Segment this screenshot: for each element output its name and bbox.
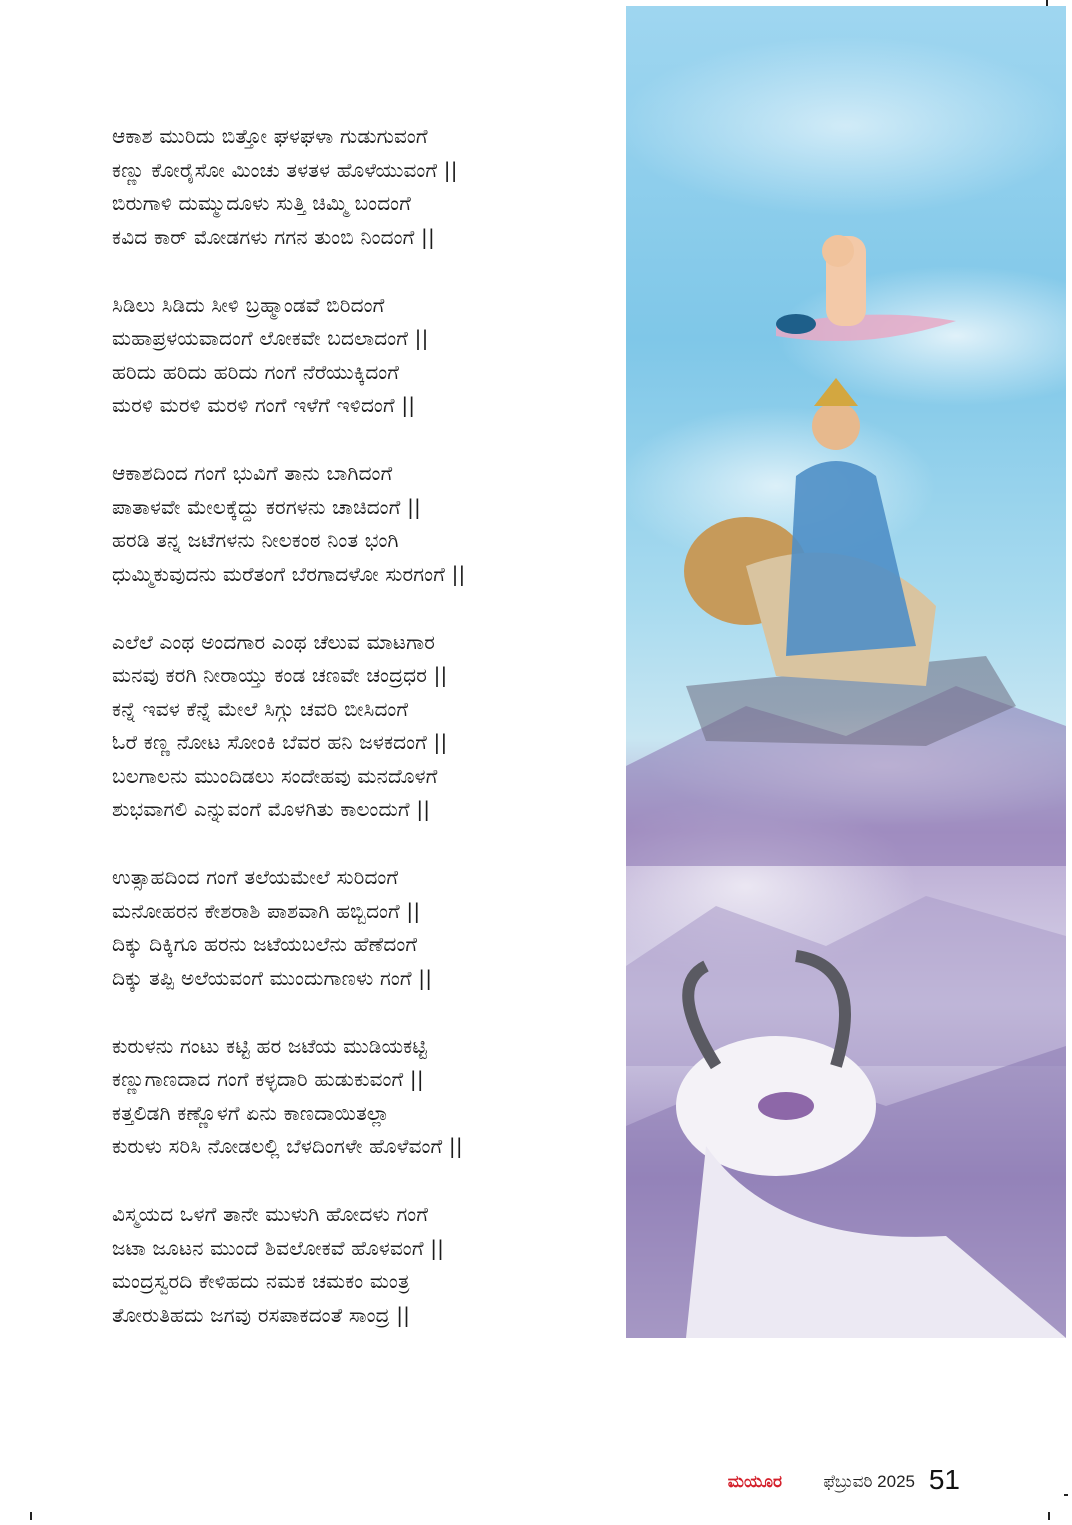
poem-line: ಆಕಾಶದಿಂದ ಗಂಗೆ ಭುವಿಗೆ ತಾನು ಬಾಗಿದಂಗೆ [112, 461, 393, 485]
poem-line: ಮಂದ್ರಸ್ವರದಿ ಕೇಳಿಹದು ನಮಕ ಚಮಕಂ ಮಂತ್ರ [112, 1269, 410, 1293]
poem-line: ಮನವು ಕರಗಿ ನೀರಾಯ್ತು ಕಂಡ ಚಣವೇ ಚಂದ್ರಧರ || [112, 663, 448, 687]
magazine-brand: ಮಯೂರ [727, 1472, 782, 1492]
stanza [112, 626, 612, 827]
poem-line: ಕವಿದ ಕಾರ್ ಮೋಡಗಳು ಗಗನ ತುಂಬಿ ನಿಂದಂಗೆ || [112, 224, 435, 249]
stanza [112, 861, 612, 995]
poem-line: ದಿಕ್ಕು ತಪ್ಪಿ ಅಲೆಯವಂಗೆ ಮುಂದುಗಾಣಳು ಗಂಗೆ || [112, 965, 433, 990]
page-number: 51 [928, 1464, 960, 1495]
stanza [112, 289, 612, 423]
poem-line: ಪಾತಾಳವೇ ಮೇಲಕ್ಕೆದ್ದು ಕರಗಳನು ಚಾಚಿದಂಗೆ || [112, 494, 421, 519]
crop-mark-bottom-right [1064, 1494, 1068, 1496]
poem-line: ಮಹಾಪ್ರಳಯವಾದಂಗೆ ಲೋಕವೇ ಬದಲಾದಂಗೆ || [112, 326, 429, 350]
poem-line: ಎಲೆಲೆ ಎಂಥ ಅಂದಗಾರ ಎಂಥ ಚೆಲುವ ಮಾಟಗಾರ [112, 629, 435, 654]
stanza [112, 1198, 612, 1332]
poem-line: ಕುರುಳನು ಗಂಟು ಕಟ್ಟಿ ಹರ ಜಟೆಯ ಮುಡಿಯಕಟ್ಟಿ [112, 1033, 428, 1058]
poem-line: ಹರಿದು ಹರಿದು ಹರಿದು ಗಂಗೆ ನೆರೆಯುಕ್ಕಿದಂಗೆ [112, 359, 400, 384]
poem-line: ದಿಕ್ಕು ದಿಕ್ಕಿಗೂ ಹರನು ಜಟೆಯಬಲೆನು ಹೆಣೆದಂಗೆ [112, 932, 418, 956]
poem-line: ಆಕಾಶ ಮುರಿದು ಬಿತ್ತೋ ಘಳಘಳಾ ಗುಡುಗುವಂಗೆ [112, 124, 428, 148]
poem-line: ಶುಭವಾಗಲಿ ಎನ್ನುವಂಗೆ ಮೊಳಗಿತು ಕಾಲಂದುಗೆ || [112, 797, 431, 821]
crop-mark-bottom-right-2 [1048, 1512, 1050, 1520]
poem-line: ಜಟಾ ಜೂಟನ ಮುಂದೆ ಶಿವಲೋಕವೆ ಹೊಳವಂಗೆ || [112, 1235, 445, 1260]
illustration [626, 6, 1066, 1338]
poem-line: ಕಣ್ಣು ಕೋರೈಸೋ ಮಿಂಚು ತಳತಳ ಹೊಳೆಯುವಂಗೆ || [112, 157, 458, 182]
illustration-svg [626, 6, 1066, 1338]
poem-line: ಕಣ್ಣುಗಾಣದಾದ ಗಂಗೆ ಕಳ್ಳದಾರಿ ಹುಡುಕುವಂಗೆ || [112, 1067, 424, 1091]
poem-line: ಬಿರುಗಾಳಿ ದುಮ್ಮುದೂಳು ಸುತ್ತಿ ಚಿಮ್ಮಿ ಬಂದಂಗೆ [112, 191, 412, 215]
poem-line: ಕನ್ನೆ ಇವಳ ಕೆನ್ನೆ ಮೇಲೆ ಸಿಗ್ಗು ಚವರಿ ಬೀಸಿದಂಗೆ [112, 696, 409, 721]
poem-line: ಸಿಡಿಲು ಸಿಡಿದು ಸೀಳಿ ಬ್ರಹ್ಮಾಂಡವೆ ಬಿರಿದಂಗೆ [112, 292, 385, 317]
goddess-head [812, 402, 860, 450]
poem-line: ಹರಡಿ ತನ್ನ ಜಟೆಗಳನು ನೀಲಕಂಠ ನಿಂತ ಭಂಗಿ [112, 528, 399, 552]
poem-line: ಓರೆ ಕಣ್ಣ ನೋಟ ಸೋಂಕಿ ಬೆವರ ಹನಿ ಜಳಕದಂಗೆ || [112, 730, 448, 754]
page-footer [0, 1464, 962, 1500]
stanza [112, 457, 612, 591]
poem-line: ಬಲಗಾಲನು ಮುಂದಿಡಲು ಸಂದೇಹವು ಮನದೊಳಗೆ [112, 763, 438, 788]
poem-line: ಮರಳಿ ಮರಳಿ ಮರಳಿ ಗಂಗೆ ಇಳೆಗೆ ಇಳಿದಂಗೆ || [112, 393, 416, 417]
poem-line: ತೋರುತಿಹದು ಜಗವು ರಸಪಾಕದಂತೆ ಸಾಂದ್ರ || [112, 1302, 411, 1327]
poem-line: ವಿಸ್ಮಯದ ಒಳಗೆ ತಾನೇ ಮುಳುಗಿ ಹೋದಳು ಗಂಗೆ [112, 1202, 429, 1226]
issue-date: ಫೆಬ್ರುವರಿ 2025 [823, 1472, 915, 1491]
stanza [112, 120, 612, 254]
stanza [112, 1030, 612, 1164]
poem [112, 120, 612, 1367]
crop-mark-bottom-left [30, 1512, 32, 1520]
poem-line: ಕುರುಳು ಸರಿಸಿ ನೋಡಲಲ್ಲಿ ಬೆಳದಿಂಗಳೇ ಹೊಳೆವಂಗೆ || [112, 1134, 463, 1158]
poem-line: ಧುಮ್ಮಿಕುವುದನು ಮರೆತಂಗೆ ಬೆರಗಾದಳೋ ಸುರಗಂಗೆ || [112, 561, 466, 586]
poem-line: ಉತ್ಸಾಹದಿಂದ ಗಂಗೆ ತಲೆಯಮೇಲೆ ಸುರಿದಂಗೆ [112, 865, 399, 889]
poem-line: ಕತ್ತಲಿಡಗಿ ಕಣ್ಣೊಳಗೆ ಏನು ಕಾಣದಾಯಿತಲ್ಲಾ [112, 1100, 390, 1125]
poem-line: ಮನೋಹರನ ಕೇಶರಾಶಿ ಪಾಶವಾಗಿ ಹಬ್ಬಿದಂಗೆ || [112, 898, 421, 923]
